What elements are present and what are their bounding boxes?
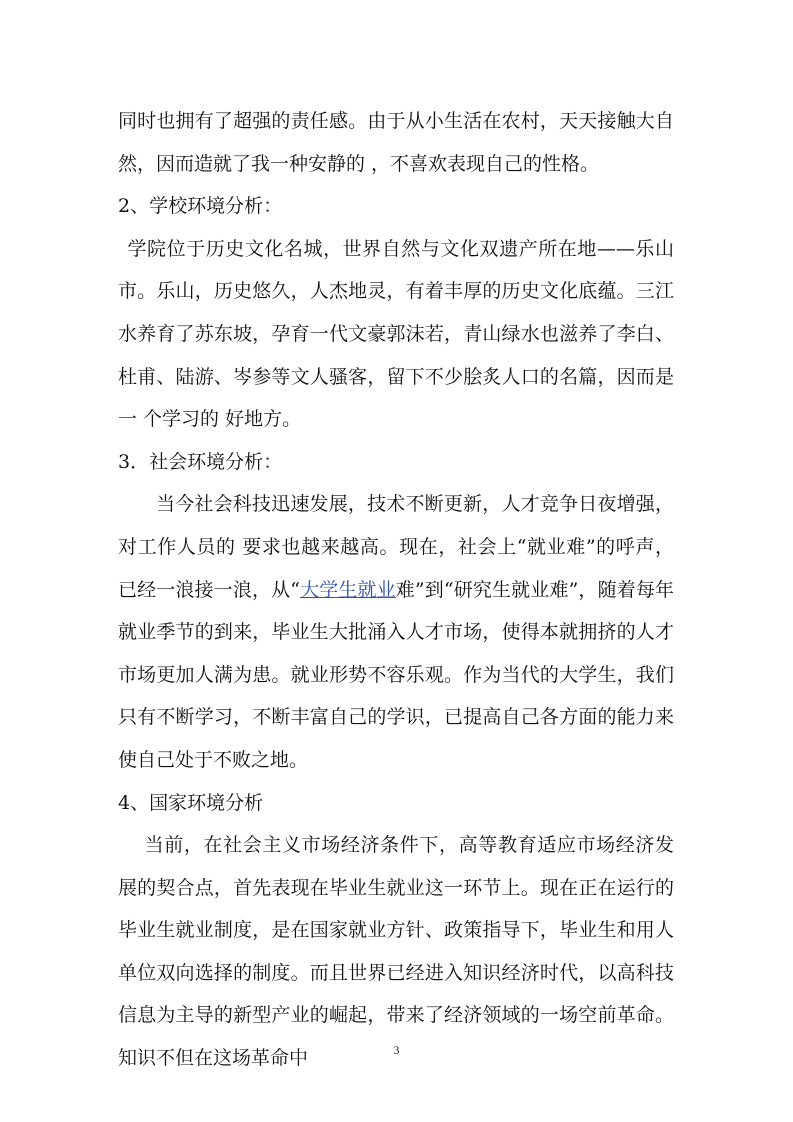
paragraph-continuation: 同时也拥有了超强的责任感。由于从小生活在农村，天天接触大自然，因而造就了我一种安静的 ，不喜欢表现自己的性格。 [118, 110, 674, 175]
heading-national-environment: 4、国家环境分析 [118, 791, 264, 814]
paragraph-national-environment: 当前，在社会主义市场经济条件下，高等教育适应市场经济发展的契合点，首先表现在毕业生就业这一环节上。现在正在运行的毕业生就业制度，是在国家就业方针、政策指导下，毕业生和用人单位双向选择的制度。而且世界已经进入知识经济时代，以高科技信息为主导的新型产业的崛起，带来了经济领域的一场空前革命。知识不但在这场革命中 [118, 834, 674, 1070]
paragraph-social-environment [118, 483, 674, 781]
page-number: 3 [393, 1043, 400, 1057]
document-body [118, 100, 674, 1080]
social-text-before-link: 当今社会科技迅速发展，技术不断更新，人才竞争日夜增强，对工作人员的 要求也越来越高。现在，社会上“就业难”的呼声，已经一浪接一浪，从“ [118, 493, 674, 601]
college-employment-link[interactable]: 大学生就业 [299, 578, 396, 601]
heading-school-environment: 2、学校环境分析： [118, 195, 283, 218]
heading-social-environment: 3．社会环境分析： [118, 450, 283, 473]
social-text-after-link: 难”到“研究生就业难”，随着每年就业季节的到来，毕业生大批涌入人才市场，使得本就拥挤的人才市场更加人满为患。就业形势不容乐观。作为当代的大学生，我们只有不断学习，不断丰富自己的学识，已提高自己各方面的能力来使自己处于不败之地。 [118, 578, 674, 771]
paragraph-school-environment: 学院位于历史文化名城，世界自然与文化双遗产所在地——乐山市。乐山，历史悠久，人杰地灵，有着丰厚的历史文化底蕴。三江水养育了苏东坡，孕育一代文豪郭沫若，青山绿水也滋养了李白、杜甫、陆游、岑参等文人骚客，留下不少脍炙人口的名篇，因而是 一 个学习的 好地方。 [118, 237, 674, 431]
